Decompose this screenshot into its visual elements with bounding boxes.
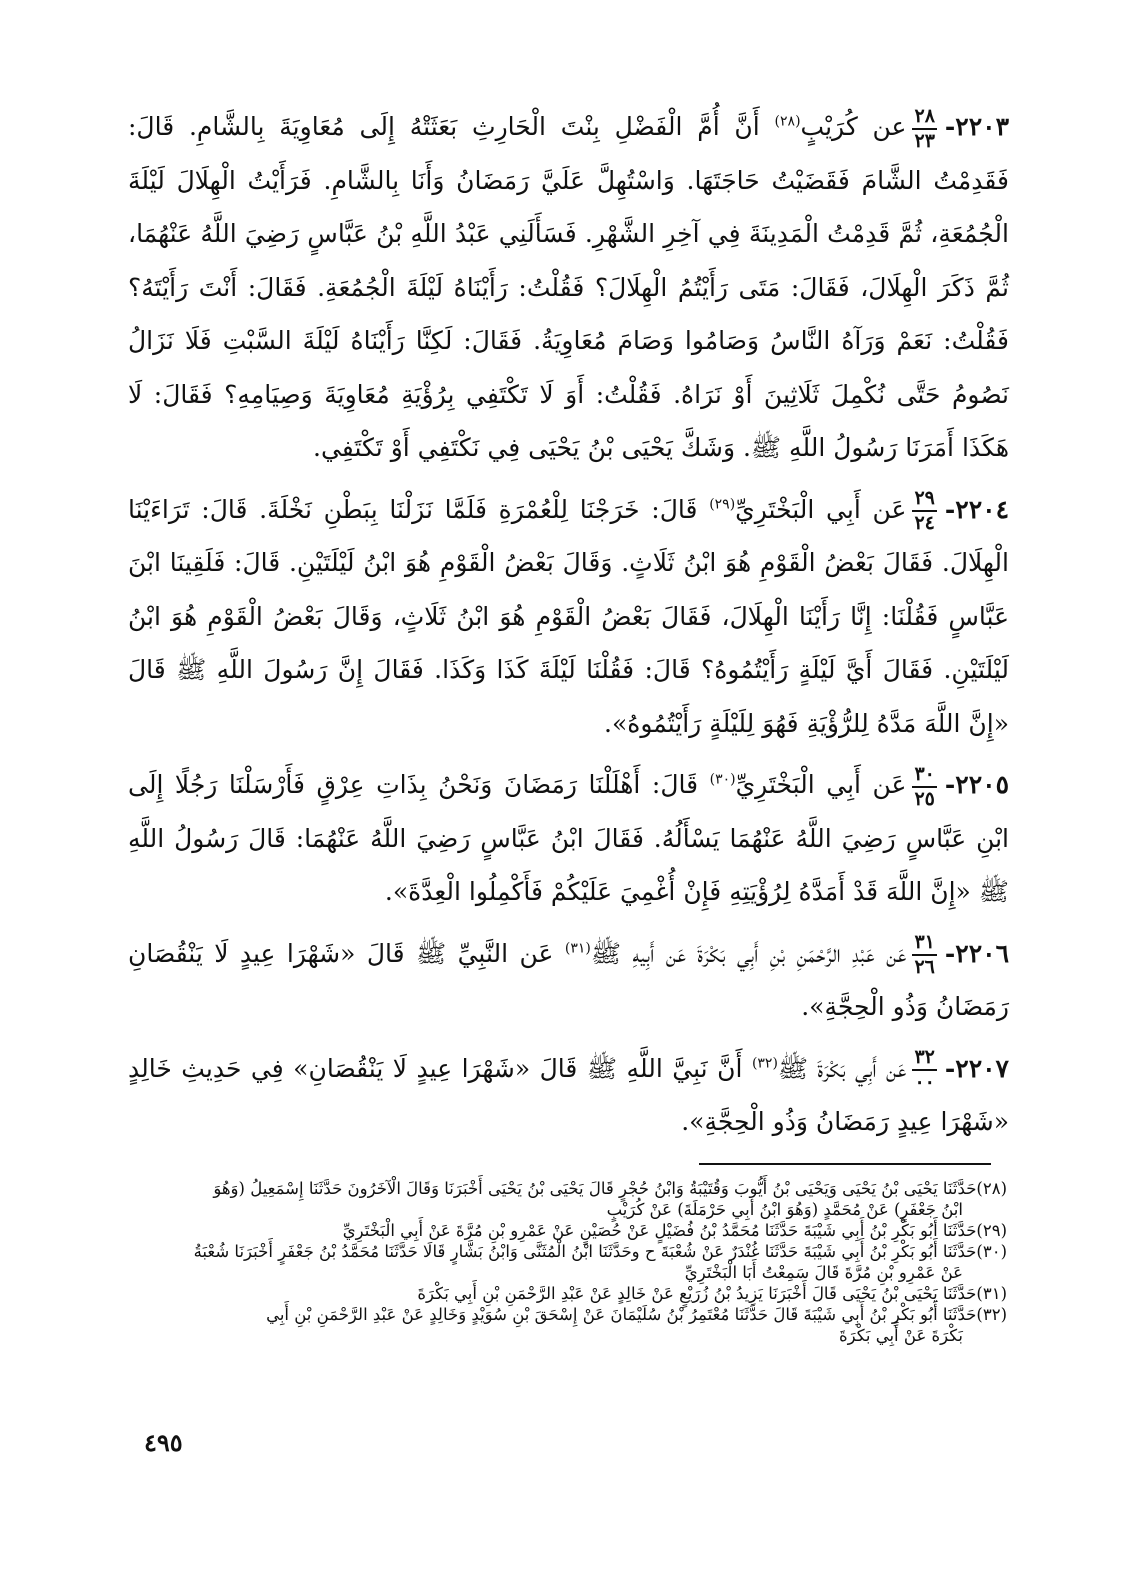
footnotes <box>130 1178 1007 1346</box>
footnote-text: حَدَّثَنَا أَبُو بَكْرِ بْنُ أَبِي شَيْبَةَ قَالَ حَدَّثَنَا مُعْتَمِرُ بْنُ سُلَيْمَانَ عَنْ إِسْحَقَ بْنِ سُوَيْدٍ وَخَالِدٍ عَنْ عَبْدِ الرَّحْمَنِ بْنِ أَبِي <box>266 1305 977 1324</box>
narrator-lead: عَن أَبِي بَكْرَةَ ﷺ <box>777 1053 907 1083</box>
footnote-continuation: عَنْ عَمْرِو بْنِ مُرَّةَ قَالَ سَمِعْتُ أَبَا الْبَخْتَرِيِّ <box>684 1263 963 1282</box>
hadith-text: قَالَ: خَرَجْنَا لِلْعُمْرَةِ فَلَمَّا نَزَلْنَا بِبَطْنِ نَخْلَةَ. قَالَ: تَرَاءَيْنَا الْهِلَالَ. فَقَالَ بَعْضُ الْقَوْمِ هُوَ ابْنُ ثَلَاثٍ. وَقَالَ بَعْضُ الْقَوْمِ هُوَ ابْنُ لَيْلَتَيْنِ. قَالَ: فَلَقِينَا ابْنَ عَبَّاسٍ فَقُلْنَا: إِنَّا رَأَيْنَا الْهِلَالَ، فَقَالَ بَعْضُ الْقَوْمِ هُوَ ابْنُ ثَلَاثٍ، وَقَالَ بَعْضُ الْقَوْمِ هُوَ ابْنُ لَيْلَتَيْنِ. فَقَالَ أَيَّ لَيْلَةٍ رَأَيْتُمُوهُ؟ قَالَ: فَقُلْنَا لَيْلَةَ كَذَا وَكَذَا. فَقَالَ إِنَّ رَسُولَ اللَّهِ ﷺ قَالَ «إِنَّ اللَّهَ مَدَّهُ لِلرُّؤْيَةِ فَهُوَ لِلَيْلَةٍ رَأَيْتُمُوهُ». <box>128 494 1009 738</box>
footnote-ref[interactable]: (٣٢) <box>751 1055 778 1072</box>
footnote-continuation: ابْنُ جَعْفَرٍ) عَنْ مُحَمَّدٍ (وَهُوَ ابْنُ أَبِي حَرْمَلَةَ) عَنْ كُرَيْبٍ <box>606 1200 963 1219</box>
hadith-text: قَالَ: أَهْلَلْنَا رَمَضَانَ وَنَحْنُ بِذَاتِ عِرْقٍ فَأَرْسَلْنَا رَجُلًا إِلَى ابْنِ عَبَّاسٍ رَضِيَ اللَّهُ عَنْهُمَا يَسْأَلُهُ. فَقَالَ ابْنُ عَبَّاسٍ رَضِيَ اللَّهُ عَنْهُمَا: قَالَ رَسُولُ اللَّهِ ﷺ «إِنَّ اللَّهَ قَدْ أَمَدَّهُ لِرُؤْيَتِهِ فَإِنْ أُغْمِيَ عَلَيْكُمْ فَأَكْمِلُوا الْعِدَّةَ». <box>128 770 1009 906</box>
hadith-number: ٢٢٠٥- <box>944 770 1009 799</box>
narrator-lead: عَن عَبْدِ الرَّحْمَنِ بْنِ أَبِي بَكْرَةَ عَن أَبِيهِ ﷺ <box>590 938 907 968</box>
page-number: ٤٩٥ <box>144 1428 183 1457</box>
footnote-number: (٣٠) <box>976 1242 1007 1261</box>
hadith-2206 <box>128 927 1009 1034</box>
footnote-continuation: بَكْرَةَ عَنْ أَبِي بَكْرَةَ <box>839 1326 963 1345</box>
footnote-number: (٢٩) <box>976 1221 1007 1240</box>
reference-fraction: $\frac{٢٩}{٢٤}$ <box>914 487 935 534</box>
footnote-ref[interactable]: (٣١) <box>564 940 591 957</box>
footnote-29 <box>130 1220 1007 1241</box>
footnote-text: حَدَّثَنَا أَبُو بَكْرِ بْنُ أَبِي شَيْبَةَ حَدَّثَنَا غُنْدَرٌ عَنْ شُعْبَةَ ح وحَدَّثَنَا ابْنُ الْمُثَنَّى وَابْنُ بَشَّارٍ قَالَا حَدَّثَنَا مُحَمَّدُ بْنُ جَعْفَرٍ أَخْبَرَنَا شُعْبَةُ <box>193 1242 977 1261</box>
hadith-number: ٢٢٠٣- <box>944 112 1010 141</box>
reference-fraction: $\frac{٢٨}{٢٣}$ <box>914 104 935 152</box>
footnote-28 <box>130 1178 1007 1220</box>
narrator-lead: عَن أَبِي الْبَخْتَرِيِّ <box>735 494 907 524</box>
hadith-text: أَنَّ نَبِيَّ اللَّهِ ﷺ قَالَ «شَهْرَا عِيدٍ لَا يَنْقُصَانِ» فِي حَدِيثِ خَالِدٍ «شَهْرَا عِيدٍ رَمَضَانُ وَذُو الْحِجَّةِ». <box>128 1053 1009 1136</box>
hadith-2203 <box>128 100 1009 475</box>
footnote-divider <box>699 1163 991 1165</box>
footnote-ref[interactable]: (٢٨) <box>774 113 801 130</box>
footnote-text: حَدَّثَنَا أَبُو بَكْرِ بْنُ أَبِي شَيْبَةَ حَدَّثَنَا مُحَمَّدُ بْنُ فُضَيْلٍ عَنْ حُصَيْنٍ عَنْ عَمْرِو بْنِ مُرَّةَ عَنْ أَبِي الْبَخْتَرِيِّ <box>342 1221 977 1240</box>
narrator-lead: عن كُرَيْبٍ <box>800 112 907 141</box>
footnote-number: (٢٨) <box>976 1179 1007 1198</box>
footnote-text: حَدَّثَنَا يَحْيَى بْنُ يَحْيَى وَيَحْيَى بْنُ أَيُّوبَ وَقُتَيْبَةُ وَابْنُ حُجْرٍ قَالَ يَحْيَى بْنُ يَحْيَى أَخْبَرَنَا وَقَالَ الْآخَرُونَ حَدَّثَنَا إِسْمَعِيلُ (وَهُوَ <box>213 1179 977 1198</box>
reference-fraction: $\frac{٣٢}{٠٠}$ <box>914 1046 935 1093</box>
footnote-32 <box>130 1304 1007 1346</box>
reference-fraction: $\frac{٣١}{٢٦}$ <box>914 931 935 978</box>
narrator-lead: عَن أَبِي الْبَخْتَرِيِّ <box>735 770 907 799</box>
footnote-number: (٣١) <box>976 1284 1007 1303</box>
hadith-text: عَن النَّبِيِّ ﷺ قَالَ «شَهْرَا عِيدٍ لَا يَنْقُصَانِ رَمَضَانُ وَذُو الْحِجَّةِ». <box>128 938 1009 1021</box>
footnote-number: (٣٢) <box>976 1305 1007 1324</box>
hadith-number: ٢٢٠٧- <box>944 1053 1009 1083</box>
hadith-number: ٢٢٠٦- <box>944 938 1009 968</box>
footnote-30 <box>130 1241 1007 1283</box>
hadith-2204 <box>128 483 1009 751</box>
hadith-list <box>128 100 1009 1149</box>
reference-fraction: $\frac{٣٠}{٢٥}$ <box>914 762 935 810</box>
footnote-ref[interactable]: (٢٩) <box>709 496 736 513</box>
hadith-2207 <box>128 1042 1009 1149</box>
footnote-31 <box>130 1283 1007 1304</box>
hadith-2205 <box>128 758 1009 919</box>
hadith-text: أَنَّ أُمَّ الْفَضْلِ بِنْتَ الْحَارِثِ بَعَثَتْهُ إِلَى مُعَاوِيَةَ بِالشَّامِ. قَالَ: فَقَدِمْتُ الشَّامَ فَقَضَيْتُ حَاجَتَهَا. وَاسْتُهِلَّ عَلَيَّ رَمَضَانُ وَأَنَا بِالشَّامِ. فَرَأَيْتُ الْهِلَالَ لَيْلَةَ الْجُمُعَةِ، ثُمَّ قَدِمْتُ الْمَدِينَةَ فِي آخِرِ الشَّهْرِ. فَسَأَلَنِي عَبْدُ اللَّهِ بْنُ عَبَّاسٍ رَضِيَ اللَّهُ عَنْهُمَا، ثُمَّ ذَكَرَ الْهِلَالَ، فَقَالَ: مَتَى رَأَيْتُمُ الْهِلَالَ؟ فَقُلْتُ: رَأَيْنَاهُ لَيْلَةَ الْجُمُعَةِ. فَقَالَ: أَنْتَ رَأَيْتَهُ؟ فَقُلْتُ: نَعَمْ وَرَآهُ النَّاسُ وَصَامُوا وَصَامَ مُعَاوِيَةُ. فَقَالَ: لَكِنَّا رَأَيْنَاهُ لَيْلَةَ السَّبْتِ فَلَا نَزَالُ نَصُومُ حَتَّى نُكْمِلَ ثَلَاثِينَ أَوْ نَرَاهُ. فَقُلْتُ: أَوَ لَا تَكْتَفِي بِرُؤْيَةِ مُعَاوِيَةَ وَصِيَامِهِ؟ فَقَالَ: لَا هَكَذَا أَمَرَنَا رَسُولُ اللَّهِ ﷺ. وَشَكَّ يَحْيَى بْنُ يَحْيَى فِي نَكْتَفِي أَوْ تَكْتَفِي. <box>128 112 1009 462</box>
hadith-number: ٢٢٠٤- <box>944 494 1009 524</box>
footnote-text: حَدَّثَنَا يَحْيَى بْنُ يَحْيَى قَالَ أَخْبَرَنَا يَزِيدُ بْنُ زُرَيْعٍ عَنْ خَالِدٍ عَنْ عَبْدِ الرَّحْمَنِ بْنِ أَبِي بَكْرَةَ <box>417 1284 977 1303</box>
footnote-ref[interactable]: (٣٠) <box>709 771 736 788</box>
